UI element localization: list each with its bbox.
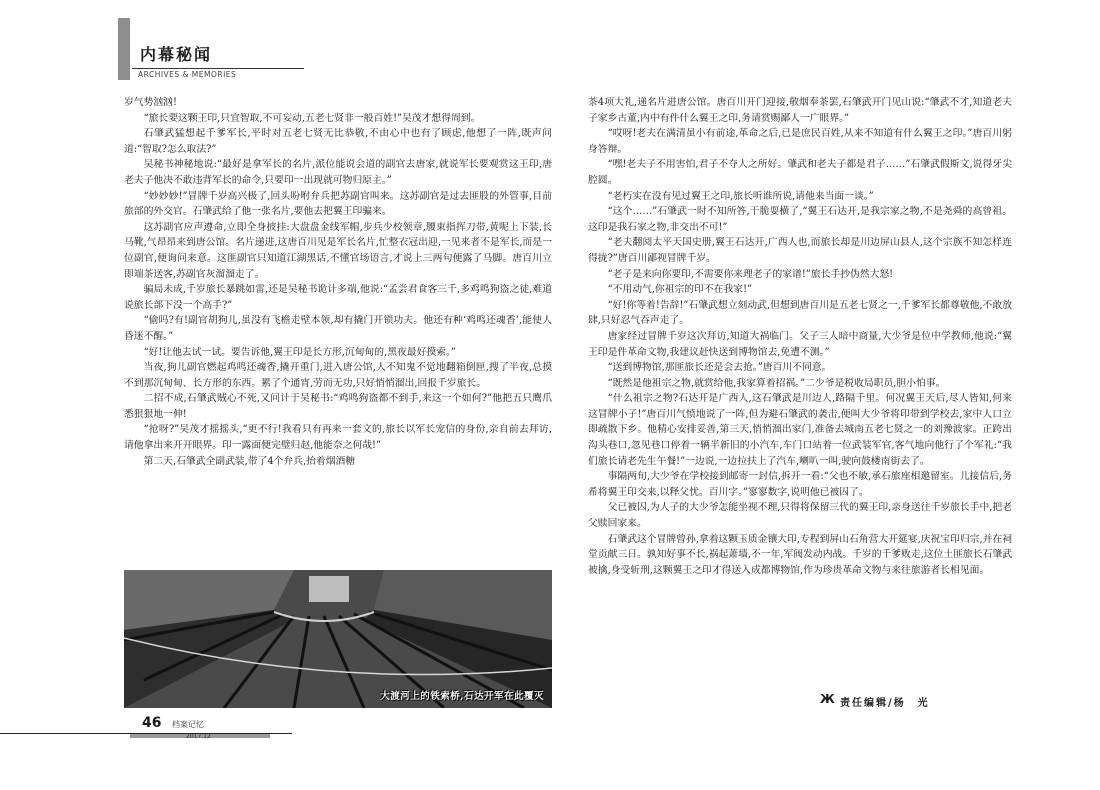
paragraph: “送到博物馆,那匪旅长还是会去抢。”唐百川不同意。 <box>607 362 832 374</box>
paragraph: 二招不成,石肇武贼心不死,又问计于吴秘书:“鸡鸣狗盗都不到手,来这一个如何?”他把五只鹰爪悉狠狠地一伸! <box>124 393 552 420</box>
paragraph: 这苏副官应声遵命,立即全身披挂:大盘盘金线军帽,步兵少校领章,腰束指挥刀带,黄呢上下装,长马靴,气昂昂来到唐公馆。名片递进,这唐百川见是军长名片,忙整衣冠出迎,一见来者不是军长,而是一位副官,便询问来意。这匪副官只知道江湖黑话,不懂官场语言,才说上三两句便露了马脚。唐百川立即端茶送客,苏副官灰溜溜走了。 <box>124 221 552 280</box>
editor-credit: 责任编辑/杨 光 <box>840 698 930 709</box>
paragraph: “妙妙妙!”冒牌千岁高兴极了,回头吩咐弁兵把苏副官叫来。这苏副官是过去匪股的外管事,目前旅部的外交官。石肇武给了他一张名片,要他去把翼王印骗来。 <box>124 190 552 218</box>
paragraph: 石肇武这个冒牌曾孙,拿着这颗玉质金镶大印,专程到屏山石角营大开筵宴,庆祝宝印归宗,并在祠堂贡献三日。孰知好事不长,祸起萧墙,不一年,军阀发动内战。千岁的千爹败走,这位土匪旅长石肇武被擒,身受斩刑,这颗翼王之印才得送入成都博物馆,作为珍贵革命文物与来往旅游者长相见面。 <box>588 533 1012 576</box>
paragraph: “偷吗?有!副官胡狗儿,虽没有飞檐走壁本领,却有撬门开锁功夫。他还有种‘鸡鸣还魂香’,能使人昏迷不醒。” <box>124 315 552 342</box>
paragraph: 石肇武猛想起千爹军长,平时对五老七贤无比恭敬,不由心中也有了顾虑,他想了一阵,既声问道:“智取?怎么取法?” <box>124 128 552 155</box>
paragraph: “抢呀?”吴茂才摇摇头,“更不行!我看只有再来一套文的,旅长以军长宠信的身份,亲自前去拜访,请他拿出来开开眼界。印一露面便完璧归赵,他能奈之何哉!” <box>124 424 552 452</box>
right-text-column <box>588 95 1012 578</box>
paragraph: “旅长要这颗王印,只宜智取,不可妄动,五老七贤非一般百姓!”吴茂才想得周到。 <box>143 112 481 124</box>
paragraph: “嘿!老夫子不用害怕,君子不夺人之所好。肇武和老夫子都是君子……”石肇武假斯文,说得牙尖腔圆。 <box>588 159 1012 186</box>
paragraph: 骗局未成,千岁旅长暴跳如雷,还是吴秘书诡计多端,他说:“孟尝君食客三千,多鸡鸣狗盗之徒,难道说旅长部下没一个高手?” <box>124 284 552 311</box>
header-accent-bar <box>118 18 130 80</box>
paragraph: “老夫翻阅太平天国史册,翼王石达开,广西人也,而旅长却是川边屏山县人,这个宗族不知怎样连得拢?”唐百川鄙视冒牌千岁。 <box>588 237 1012 264</box>
paragraph: 茶4项大礼,递名片进唐公馆。唐百川开门迎接,敬烟奉茶罢,石肇武开门见山说:“肇武不才,知道老夫子家乡古董,内中有件什么翼王之印,务请赏赐鄙人一广眼界。” <box>588 97 1012 124</box>
issue-date: 2017.12 <box>186 733 211 740</box>
paragraph: “什么祖宗之物?石达开是广西人,这石肇武是川边人,路隔千里。何况翼王天后,尽人皆知,何来这冒牌小子!”唐百川气愤地说了一阵,但为避石肇武的袭击,便叫大少爷将印带到学校去,家中人口立即疏散下乡。他精心安排妥善,第三天,悄悄溜出家门,准备去城南五老七贤之一的刘豫波家。正跨出沟头巷口,忽见巷口停着一辆半新旧的小汽车,车门口站着一位武装军官,客气地向他行了个军礼:“我们旅长请老先生午餐!”一边说,一边拉扶上了汽车,喇叭一叫,驶向鼓楼南街去了。 <box>588 393 1012 467</box>
paragraph: “这个……”石肇武一时不知所答,干脆耍横了,“翼王石达开,是我宗家之物,不是尧舜的高曾祖。这印是我石家之物,非交出不可!” <box>588 206 1012 233</box>
paragraph: “好!你等着!告辞!”石肇武想立刻动武,但想到唐百川是五老七贤之一,千爹军长都尊敬他,不敢放肆,只好忍气吞声走了。 <box>588 299 1012 327</box>
paragraph: “不用动气,你祖宗的印不在我家!” <box>607 284 753 296</box>
paragraph: “哎呀!老夫在满清虽小有前途,革命之后,已是庶民百姓,从来不知道有什么翼王之印。”唐百川躬身答辩。 <box>588 128 1012 155</box>
paragraph: “老朽实在没有见过翼王之印,旅长听谁所说,请他来当面一谈。” <box>607 190 874 202</box>
paragraph: 唐家经过冒牌千岁这次拜访,知道大祸临门。父子三人暗中商量,大少爷是位中学教师,他说:“翼王印是件革命文物,我建议赶快送到博物馆去,免遭不测。” <box>588 330 1012 358</box>
magazine-name: 档案记忆 <box>172 720 204 729</box>
paragraph: 父已被囚,为人子的大少爷怎能坐视不理,只得将保留三代的翼王印,亲身送往千岁旅长手中,把老父赎回家来。 <box>588 502 1012 530</box>
header-rule <box>132 68 304 69</box>
left-text-column <box>124 95 552 469</box>
paragraph: “既然是他祖宗之物,就赏给他,我家算着招祸。”二少爷是税收局职员,胆小怕事。 <box>607 377 946 389</box>
paragraph: 岁气势汹汹! <box>124 97 177 108</box>
paragraph: 当夜,狗儿副官燃起鸡鸣还魂香,撬开重门,进入唐公馆,人不知鬼不觉地翻箱倒匣,搜了半夜,总摸不到那沉甸甸、长方形的东西。累了个通宵,劳而无功,只好悄悄溜出,回报千岁旅长。 <box>124 362 552 389</box>
paragraph: 第二天,石肇武全副武装,带了4个弁兵,抬着烟酒糖 <box>143 455 356 467</box>
section-subtitle: ARCHIVES & MEMORIES <box>138 70 237 79</box>
paragraph: “好!让他去试一试。要告诉他,翼王印是长方形,沉甸甸的,黑夜最好摸索。” <box>143 346 456 358</box>
section-title: 内幕秘闻 <box>140 45 213 64</box>
bridge-photo <box>124 570 552 708</box>
page-number: 46 <box>142 715 162 731</box>
paragraph: 事隔两旬,大少爷在学校接到邮寄一封信,拆开一看:“父也不敏,承石旅座相邀留室。儿接信后,务希将翼王印交来,以释父忧。百川字。”寥寥数字,说明他已被囚了。 <box>588 471 1012 498</box>
end-mark: Ж <box>820 692 835 706</box>
paragraph: “老子是来向你要印,不需要你来理老子的家谱!”旅长手抄伪然大怒! <box>607 268 894 280</box>
photo-caption: 大渡河上的铁索桥,石达开军在此覆灭 <box>380 691 544 702</box>
paragraph: 吴秘书神秘地说:“最好是拿军长的名片,派位能说会道的副官去唐家,就说军长要观赏这王印,唐老夫子他决不敢违背军长的命令,只要印一出现就可物归原主。” <box>124 159 552 186</box>
